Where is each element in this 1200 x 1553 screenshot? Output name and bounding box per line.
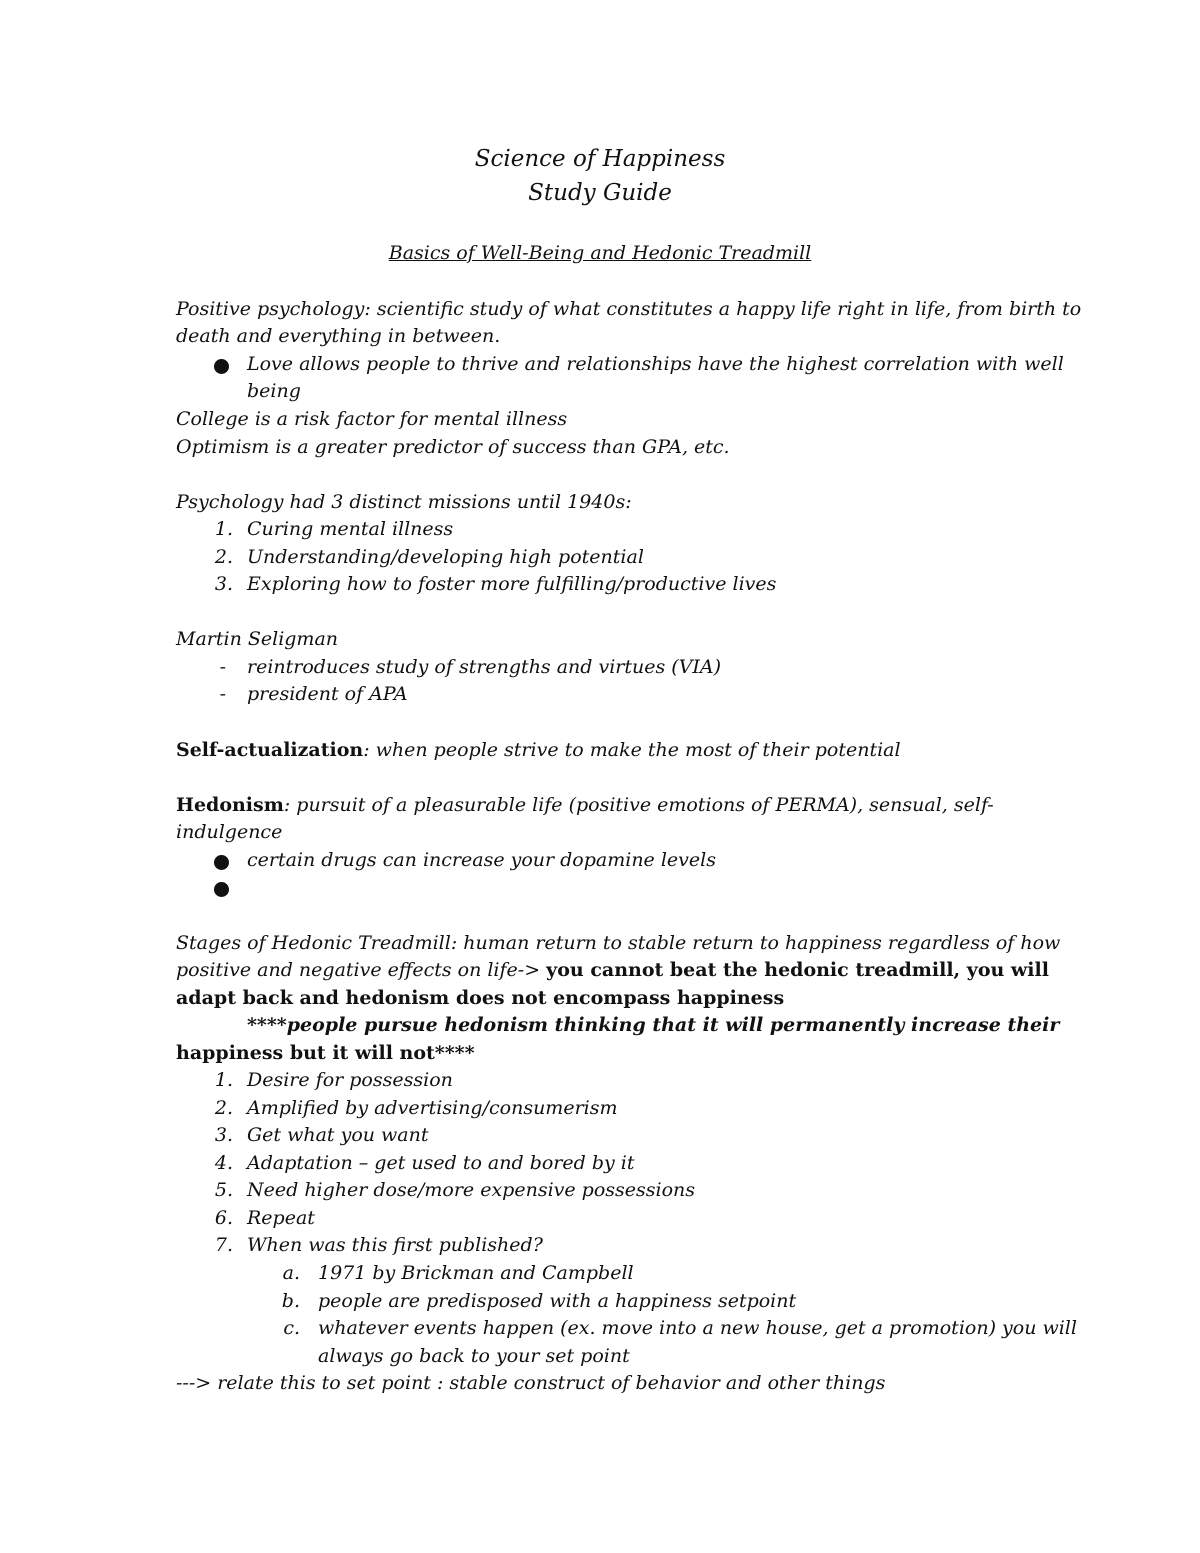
hedonism-line2: indulgence [176,821,283,843]
list-item: Repeat [247,1207,315,1229]
list-marker: 2. [214,1097,233,1119]
list-marker: 3. [214,1124,233,1146]
self-actualization-line [176,737,1096,765]
hedonism-definition: : pursuit of a pleasurable life (positive emotions of PERMA), sensual, self- [283,794,994,816]
list-item: Need higher dose/more expensive possessions [247,1179,696,1201]
hedonism-line1 [176,792,1096,820]
list-item: reintroduces study of strengths and virtues (VIA) [247,656,722,678]
list-marker: 4. [214,1152,233,1174]
list-item: Curing mental illness [247,518,454,540]
seligman-name: Martin Seligman [176,628,339,650]
doc-title: Science of Happiness [474,146,726,172]
sublist-item: people are predisposed with a happiness setpoint [318,1290,797,1312]
positive-psych-line1: Positive psychology: scientific study of what constitutes a happy life right in life, from birth to [176,298,1082,320]
treadmill-line2-italic: positive and negative effects on life-> [176,959,547,981]
list-item: Understanding/developing high potential [247,546,644,568]
sublist-item: 1971 by Brickman and Campbell [318,1262,634,1284]
treadmill-line5: happiness but it will not**** [176,1042,475,1064]
treadmill-line2-bold: you cannot beat the hedonic treadmill, you will [546,959,1049,981]
list-item: Desire for possession [247,1069,453,1091]
self-actualization-term: Self-actualization [176,739,364,761]
list-item: Exploring how to foster more fulfilling/productive lives [247,573,777,595]
sublist-marker: a. [282,1262,300,1284]
bullet-dot-icon [214,359,229,374]
list-marker: 1. [214,1069,233,1091]
list-item: When was this first published? [247,1234,543,1256]
treadmill-line1: Stages of Hedonic Treadmill: human return to stable return to happiness regardless of how [176,932,1061,954]
college-line: College is a risk factor for mental illness [176,408,568,430]
self-actualization-definition: : when people strive to make the most of their potential [363,739,901,761]
sublist-marker: b. [281,1290,300,1312]
bullet-item-love-line1: Love allows people to thrive and relationships have the highest correlation with well [247,353,1064,375]
optimism-line: Optimism is a greater predictor of success than GPA, etc. [176,436,730,458]
list-marker: 3. [214,573,233,595]
treadmill-line3: adapt back and hedonism does not encompass happiness [176,987,785,1009]
dash-marker: - [219,683,226,705]
list-marker: 5. [214,1179,233,1201]
bullet-item-drugs: certain drugs can increase your dopamine levels [247,849,716,871]
bullet-item-love-line2: being [247,380,301,402]
dash-marker: - [219,656,226,678]
sublist-item: whatever events happen (ex. move into a new house, get a promotion) you will [318,1317,1077,1339]
doc-subtitle: Study Guide [528,180,672,206]
positive-psych-line2: death and everything in between. [176,325,501,347]
list-item: Get what you want [247,1124,429,1146]
bullet-dot-icon [214,855,229,870]
treadmill-line4: ****people pursue hedonism thinking that it will permanently increase their [247,1014,1060,1036]
bullet-dot-icon [214,882,229,897]
list-marker: 7. [214,1234,233,1256]
list-item: Adaptation – get used to and bored by it [247,1152,635,1174]
set-point-line: ---> relate this to set point : stable construct of behavior and other things [176,1372,886,1394]
sublist-marker: c. [283,1317,300,1339]
list-marker: 2. [214,546,233,568]
list-item: Amplified by advertising/consumerism [247,1097,618,1119]
list-marker: 6. [214,1207,233,1229]
missions-intro: Psychology had 3 distinct missions until 1940s: [176,491,632,513]
list-marker: 1. [214,518,233,540]
list-item: president of APA [247,683,408,705]
hedonism-term: Hedonism [176,794,284,816]
treadmill-line2 [176,957,1096,985]
section-heading: Basics of Well-Being and Hedonic Treadmill [388,242,812,264]
sublist-item-continuation: always go back to your set point [318,1345,630,1367]
